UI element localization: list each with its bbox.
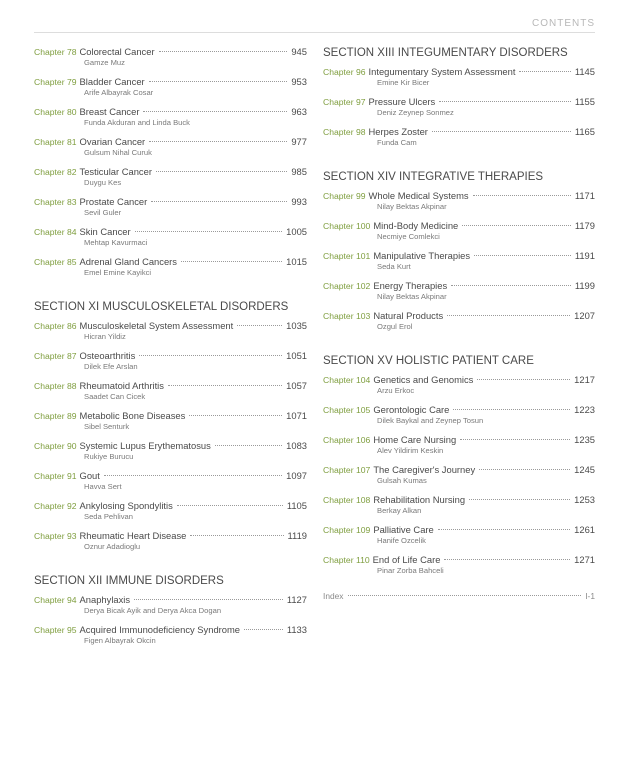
dot-leader <box>460 439 570 440</box>
chapter-number: Chapter 83 <box>34 197 77 207</box>
chapter-author: Gamze Muz <box>84 58 125 67</box>
chapter-page-number: 1105 <box>286 500 307 511</box>
chapter-number: Chapter 84 <box>34 227 77 237</box>
chapter-entry[interactable] <box>34 350 307 362</box>
chapter-page-number: 1035 <box>286 320 307 331</box>
chapter-number: Chapter 105 <box>323 405 371 415</box>
chapter-author: Dilek Baykal and Zeynep Tosun <box>377 416 484 425</box>
chapter-page-number: 985 <box>291 166 307 177</box>
chapter-title: Anaphylaxis <box>79 594 131 605</box>
section-heading: SECTION XIV INTEGRATIVE THERAPIES <box>323 171 544 183</box>
chapter-author: Dilek Efe Arslan <box>84 362 138 371</box>
chapter-entry[interactable] <box>323 494 595 506</box>
chapter-number: Chapter 103 <box>323 311 371 321</box>
chapter-entry[interactable] <box>323 464 595 476</box>
dot-leader <box>444 559 570 560</box>
chapter-page-number: 1271 <box>574 554 595 565</box>
chapter-title: Natural Products <box>373 310 444 321</box>
chapter-author: Hicran Yildiz <box>84 332 126 341</box>
chapter-author: Arife Albayrak Cosar <box>84 88 154 97</box>
dot-leader <box>156 171 287 172</box>
chapter-title: Gerontologic Care <box>373 404 450 415</box>
dot-leader <box>177 505 283 506</box>
chapter-page-number: 1057 <box>286 380 307 391</box>
chapter-title: Genetics and Genomics <box>373 374 474 385</box>
dot-leader <box>519 71 570 72</box>
chapter-number: Chapter 88 <box>34 381 77 391</box>
chapter-title: Rheumatic Heart Disease <box>79 530 187 541</box>
chapter-number: Chapter 100 <box>323 221 371 231</box>
chapter-title: Palliative Care <box>373 524 434 535</box>
chapter-author: Mehtap Kavurmaci <box>84 238 148 247</box>
dot-leader <box>479 469 570 470</box>
dot-leader <box>447 315 570 316</box>
chapter-entry[interactable] <box>34 46 307 58</box>
chapter-page-number: 953 <box>291 76 307 87</box>
dot-leader <box>439 101 571 102</box>
chapter-author: Hanife Ozcelik <box>377 536 426 545</box>
chapter-page-number: 1253 <box>574 494 595 505</box>
chapter-title: Musculoskeletal System Assessment <box>79 320 234 331</box>
section-heading: SECTION XI MUSCULOSKELETAL DISORDERS <box>34 301 289 313</box>
chapter-author: Deniz Zeynep Sonmez <box>377 108 454 117</box>
chapter-entry[interactable] <box>323 524 595 536</box>
chapter-title: Whole Medical Systems <box>368 190 469 201</box>
dot-leader <box>451 285 571 286</box>
chapter-entry[interactable] <box>323 66 595 78</box>
chapter-entry[interactable] <box>34 500 307 512</box>
chapter-page-number: 977 <box>291 136 307 147</box>
chapter-title: Gout <box>79 470 100 481</box>
chapter-author: Arzu Erkoc <box>377 386 415 395</box>
chapter-page-number: 1207 <box>574 310 595 321</box>
chapter-entry[interactable] <box>34 410 307 422</box>
chapter-author: Nilay Bektas Akpinar <box>377 292 447 301</box>
chapter-author: Rukiye Burucu <box>84 452 134 461</box>
chapter-page-number: 1051 <box>286 350 307 361</box>
chapter-entry[interactable] <box>34 440 307 452</box>
chapter-number: Chapter 89 <box>34 411 77 421</box>
dot-leader <box>159 51 288 52</box>
chapter-entry[interactable] <box>323 374 595 386</box>
dot-leader <box>139 355 282 356</box>
chapter-title: Testicular Cancer <box>79 166 152 177</box>
chapter-title: Metabolic Bone Diseases <box>79 410 186 421</box>
chapter-author: Pinar Zorba Bahceli <box>377 566 444 575</box>
chapter-author: Sibel Senturk <box>84 422 130 431</box>
chapter-entry[interactable] <box>34 624 307 636</box>
dot-leader <box>438 529 570 530</box>
chapter-page-number: 1155 <box>574 96 595 107</box>
dot-leader <box>135 231 283 232</box>
dot-leader <box>453 409 570 410</box>
chapter-number: Chapter 109 <box>323 525 371 535</box>
chapter-title: Breast Cancer <box>79 106 140 117</box>
chapter-number: Chapter 93 <box>34 531 77 541</box>
chapter-author: Seda Pehlivan <box>84 512 133 521</box>
chapter-number: Chapter 98 <box>323 127 366 137</box>
chapter-list-section-xiv <box>323 190 595 332</box>
dot-leader <box>143 111 287 112</box>
chapter-title: Acquired Immunodeficiency Syndrome <box>79 624 241 635</box>
chapter-title: Colorectal Cancer <box>79 46 155 57</box>
chapter-entry[interactable] <box>34 136 307 148</box>
chapter-title: End of Life Care <box>372 554 441 565</box>
chapter-entry[interactable] <box>323 404 595 416</box>
chapter-title: Ovarian Cancer <box>79 136 146 147</box>
chapter-number: Chapter 106 <box>323 435 371 445</box>
chapter-author: Oznur Adadioglu <box>84 542 141 551</box>
chapter-author: Necmiye Comlekci <box>377 232 440 241</box>
dot-leader <box>473 195 571 196</box>
chapter-title: Prostate Cancer <box>79 196 148 207</box>
dot-leader <box>189 415 282 416</box>
chapter-author: Seda Kurt <box>377 262 411 271</box>
chapter-number: Chapter 97 <box>323 97 366 107</box>
chapter-page-number: 1191 <box>574 250 595 261</box>
dot-leader <box>474 255 571 256</box>
chapter-number: Chapter 87 <box>34 351 77 361</box>
dot-leader <box>151 201 287 202</box>
dot-leader <box>215 445 282 446</box>
chapter-page-number: 945 <box>291 46 307 57</box>
chapter-entry[interactable] <box>34 256 307 268</box>
chapter-title: Rehabilitation Nursing <box>373 494 466 505</box>
section-heading: SECTION XII IMMUNE DISORDERS <box>34 575 224 587</box>
dot-leader <box>134 599 283 600</box>
chapter-number: Chapter 86 <box>34 321 77 331</box>
chapter-number: Chapter 91 <box>34 471 77 481</box>
chapter-author: Ozgul Erol <box>377 322 413 331</box>
chapter-entry[interactable] <box>34 106 307 118</box>
left-column <box>34 46 307 654</box>
chapter-title: Pressure Ulcers <box>368 96 436 107</box>
chapter-entry[interactable] <box>323 554 595 566</box>
chapter-author: Funda Akduran and Linda Buck <box>84 118 190 127</box>
chapter-title: Ankylosing Spondylitis <box>79 500 173 511</box>
chapter-number: Chapter 104 <box>323 375 371 385</box>
chapter-page-number: 963 <box>291 106 307 117</box>
chapter-entry[interactable] <box>34 76 307 88</box>
chapter-title: Mind-Body Medicine <box>373 220 459 231</box>
chapter-page-number: 1127 <box>286 594 307 605</box>
chapter-author: Sevil Guler <box>84 208 122 217</box>
chapter-page-number: 1223 <box>574 404 595 415</box>
chapter-author: Gulsah Kumas <box>377 476 427 485</box>
chapter-entry[interactable] <box>34 226 307 238</box>
chapter-author: Emel Emine Kayikci <box>84 268 152 277</box>
chapter-author: Nilay Bektas Akpinar <box>377 202 447 211</box>
dot-leader <box>104 475 282 476</box>
chapter-list-section-xi <box>34 320 307 552</box>
chapter-page-number: 1179 <box>574 220 595 231</box>
chapter-number: Chapter 108 <box>323 495 371 505</box>
chapter-title: The Caregiver's Journey <box>373 464 476 475</box>
chapter-entry[interactable] <box>34 166 307 178</box>
chapter-number: Chapter 85 <box>34 257 77 267</box>
chapter-entry[interactable] <box>34 320 307 332</box>
dot-leader <box>168 385 282 386</box>
chapter-entry[interactable] <box>34 380 307 392</box>
chapter-author: Derya Bicak Ayik and Derya Akca Dogan <box>84 606 222 615</box>
chapter-author: Saadet Can Cicek <box>84 392 146 401</box>
chapter-page-number: 1015 <box>286 256 307 267</box>
chapter-entry[interactable] <box>323 434 595 446</box>
dot-leader <box>149 141 287 142</box>
chapter-page-number: 1145 <box>574 66 595 77</box>
chapter-number: Chapter 96 <box>323 67 366 77</box>
chapter-number: Chapter 107 <box>323 465 371 475</box>
chapter-author: Berkay Alkan <box>377 506 422 515</box>
chapter-page-number: 1235 <box>574 434 595 445</box>
chapter-number: Chapter 95 <box>34 625 77 635</box>
dot-leader <box>237 325 282 326</box>
header-rule <box>34 32 595 33</box>
chapter-list-section-xiii <box>323 66 595 148</box>
index-label: Index <box>323 591 344 601</box>
chapter-list-section-xv <box>323 374 595 576</box>
chapter-title: Skin Cancer <box>79 226 131 237</box>
chapter-author: Gulsum Nihal Curuk <box>84 148 152 157</box>
chapter-author: Emine Kir Bicer <box>377 78 430 87</box>
chapter-page-number: 1133 <box>286 624 307 635</box>
chapter-number: Chapter 79 <box>34 77 77 87</box>
chapter-author: Duygu Kes <box>84 178 122 187</box>
chapter-author: Funda Cam <box>377 138 417 147</box>
dot-leader <box>149 81 288 82</box>
chapter-number: Chapter 101 <box>323 251 371 261</box>
chapter-page-number: 1071 <box>286 410 307 421</box>
chapter-entry[interactable] <box>34 530 307 542</box>
dot-leader <box>477 379 570 380</box>
chapter-title: Manipulative Therapies <box>373 250 471 261</box>
running-head: CONTENTS <box>532 18 595 29</box>
dot-leader <box>348 595 582 596</box>
chapter-list-section-xii <box>34 594 307 646</box>
chapter-page-number: 1261 <box>574 524 595 535</box>
chapter-number: Chapter 94 <box>34 595 77 605</box>
chapter-number: Chapter 81 <box>34 137 77 147</box>
chapter-page-number: 993 <box>291 196 307 207</box>
chapter-entry[interactable] <box>34 196 307 208</box>
chapter-title: Osteoarthritis <box>79 350 136 361</box>
dot-leader <box>244 629 283 630</box>
chapter-entry[interactable] <box>34 470 307 482</box>
chapter-entry[interactable] <box>323 220 595 232</box>
chapter-page-number: 1199 <box>574 280 595 291</box>
chapter-title: Integumentary System Assessment <box>368 66 516 77</box>
chapter-title: Home Care Nursing <box>373 434 457 445</box>
chapter-number: Chapter 99 <box>323 191 366 201</box>
section-heading: SECTION XV HOLISTIC PATIENT CARE <box>323 355 534 367</box>
chapter-title: Energy Therapies <box>373 280 448 291</box>
chapter-page-number: 1005 <box>286 226 307 237</box>
dot-leader <box>462 225 571 226</box>
chapter-title: Adrenal Gland Cancers <box>79 256 177 267</box>
chapter-entry[interactable] <box>34 594 307 606</box>
chapter-number: Chapter 80 <box>34 107 77 117</box>
chapter-page-number: 1217 <box>574 374 595 385</box>
dot-leader <box>190 535 283 536</box>
chapter-list-top <box>34 46 307 278</box>
index-page: I-1 <box>585 591 595 601</box>
dot-leader <box>432 131 571 132</box>
chapter-number: Chapter 110 <box>323 555 370 565</box>
chapter-author: Alev Yildirim Keskin <box>377 446 444 455</box>
chapter-page-number: 1165 <box>574 126 595 137</box>
chapter-number: Chapter 92 <box>34 501 77 511</box>
chapter-entry[interactable] <box>323 310 595 322</box>
chapter-page-number: 1245 <box>574 464 595 475</box>
index-entry[interactable] <box>323 590 595 602</box>
chapter-number: Chapter 82 <box>34 167 77 177</box>
chapter-page-number: 1083 <box>286 440 307 451</box>
right-column <box>323 46 595 602</box>
chapter-number: Chapter 102 <box>323 281 371 291</box>
chapter-number: Chapter 90 <box>34 441 77 451</box>
chapter-title: Systemic Lupus Erythematosus <box>79 440 211 451</box>
chapter-entry[interactable] <box>323 126 595 138</box>
chapter-page-number: 1171 <box>574 190 595 201</box>
section-heading: SECTION XIII INTEGUMENTARY DISORDERS <box>323 47 568 59</box>
chapter-title: Bladder Cancer <box>79 76 145 87</box>
dot-leader <box>469 499 570 500</box>
chapter-entry[interactable] <box>323 96 595 108</box>
chapter-entry[interactable] <box>323 190 595 202</box>
chapter-page-number: 1119 <box>287 530 307 541</box>
chapter-entry[interactable] <box>323 280 595 292</box>
chapter-title: Herpes Zoster <box>368 126 428 137</box>
chapter-number: Chapter 78 <box>34 47 77 57</box>
chapter-author: Havva Sert <box>84 482 122 491</box>
chapter-page-number: 1097 <box>286 470 307 481</box>
chapter-title: Rheumatoid Arthritis <box>79 380 164 391</box>
chapter-entry[interactable] <box>323 250 595 262</box>
dot-leader <box>181 261 282 262</box>
chapter-author: Figen Albayrak Okcin <box>84 636 156 645</box>
